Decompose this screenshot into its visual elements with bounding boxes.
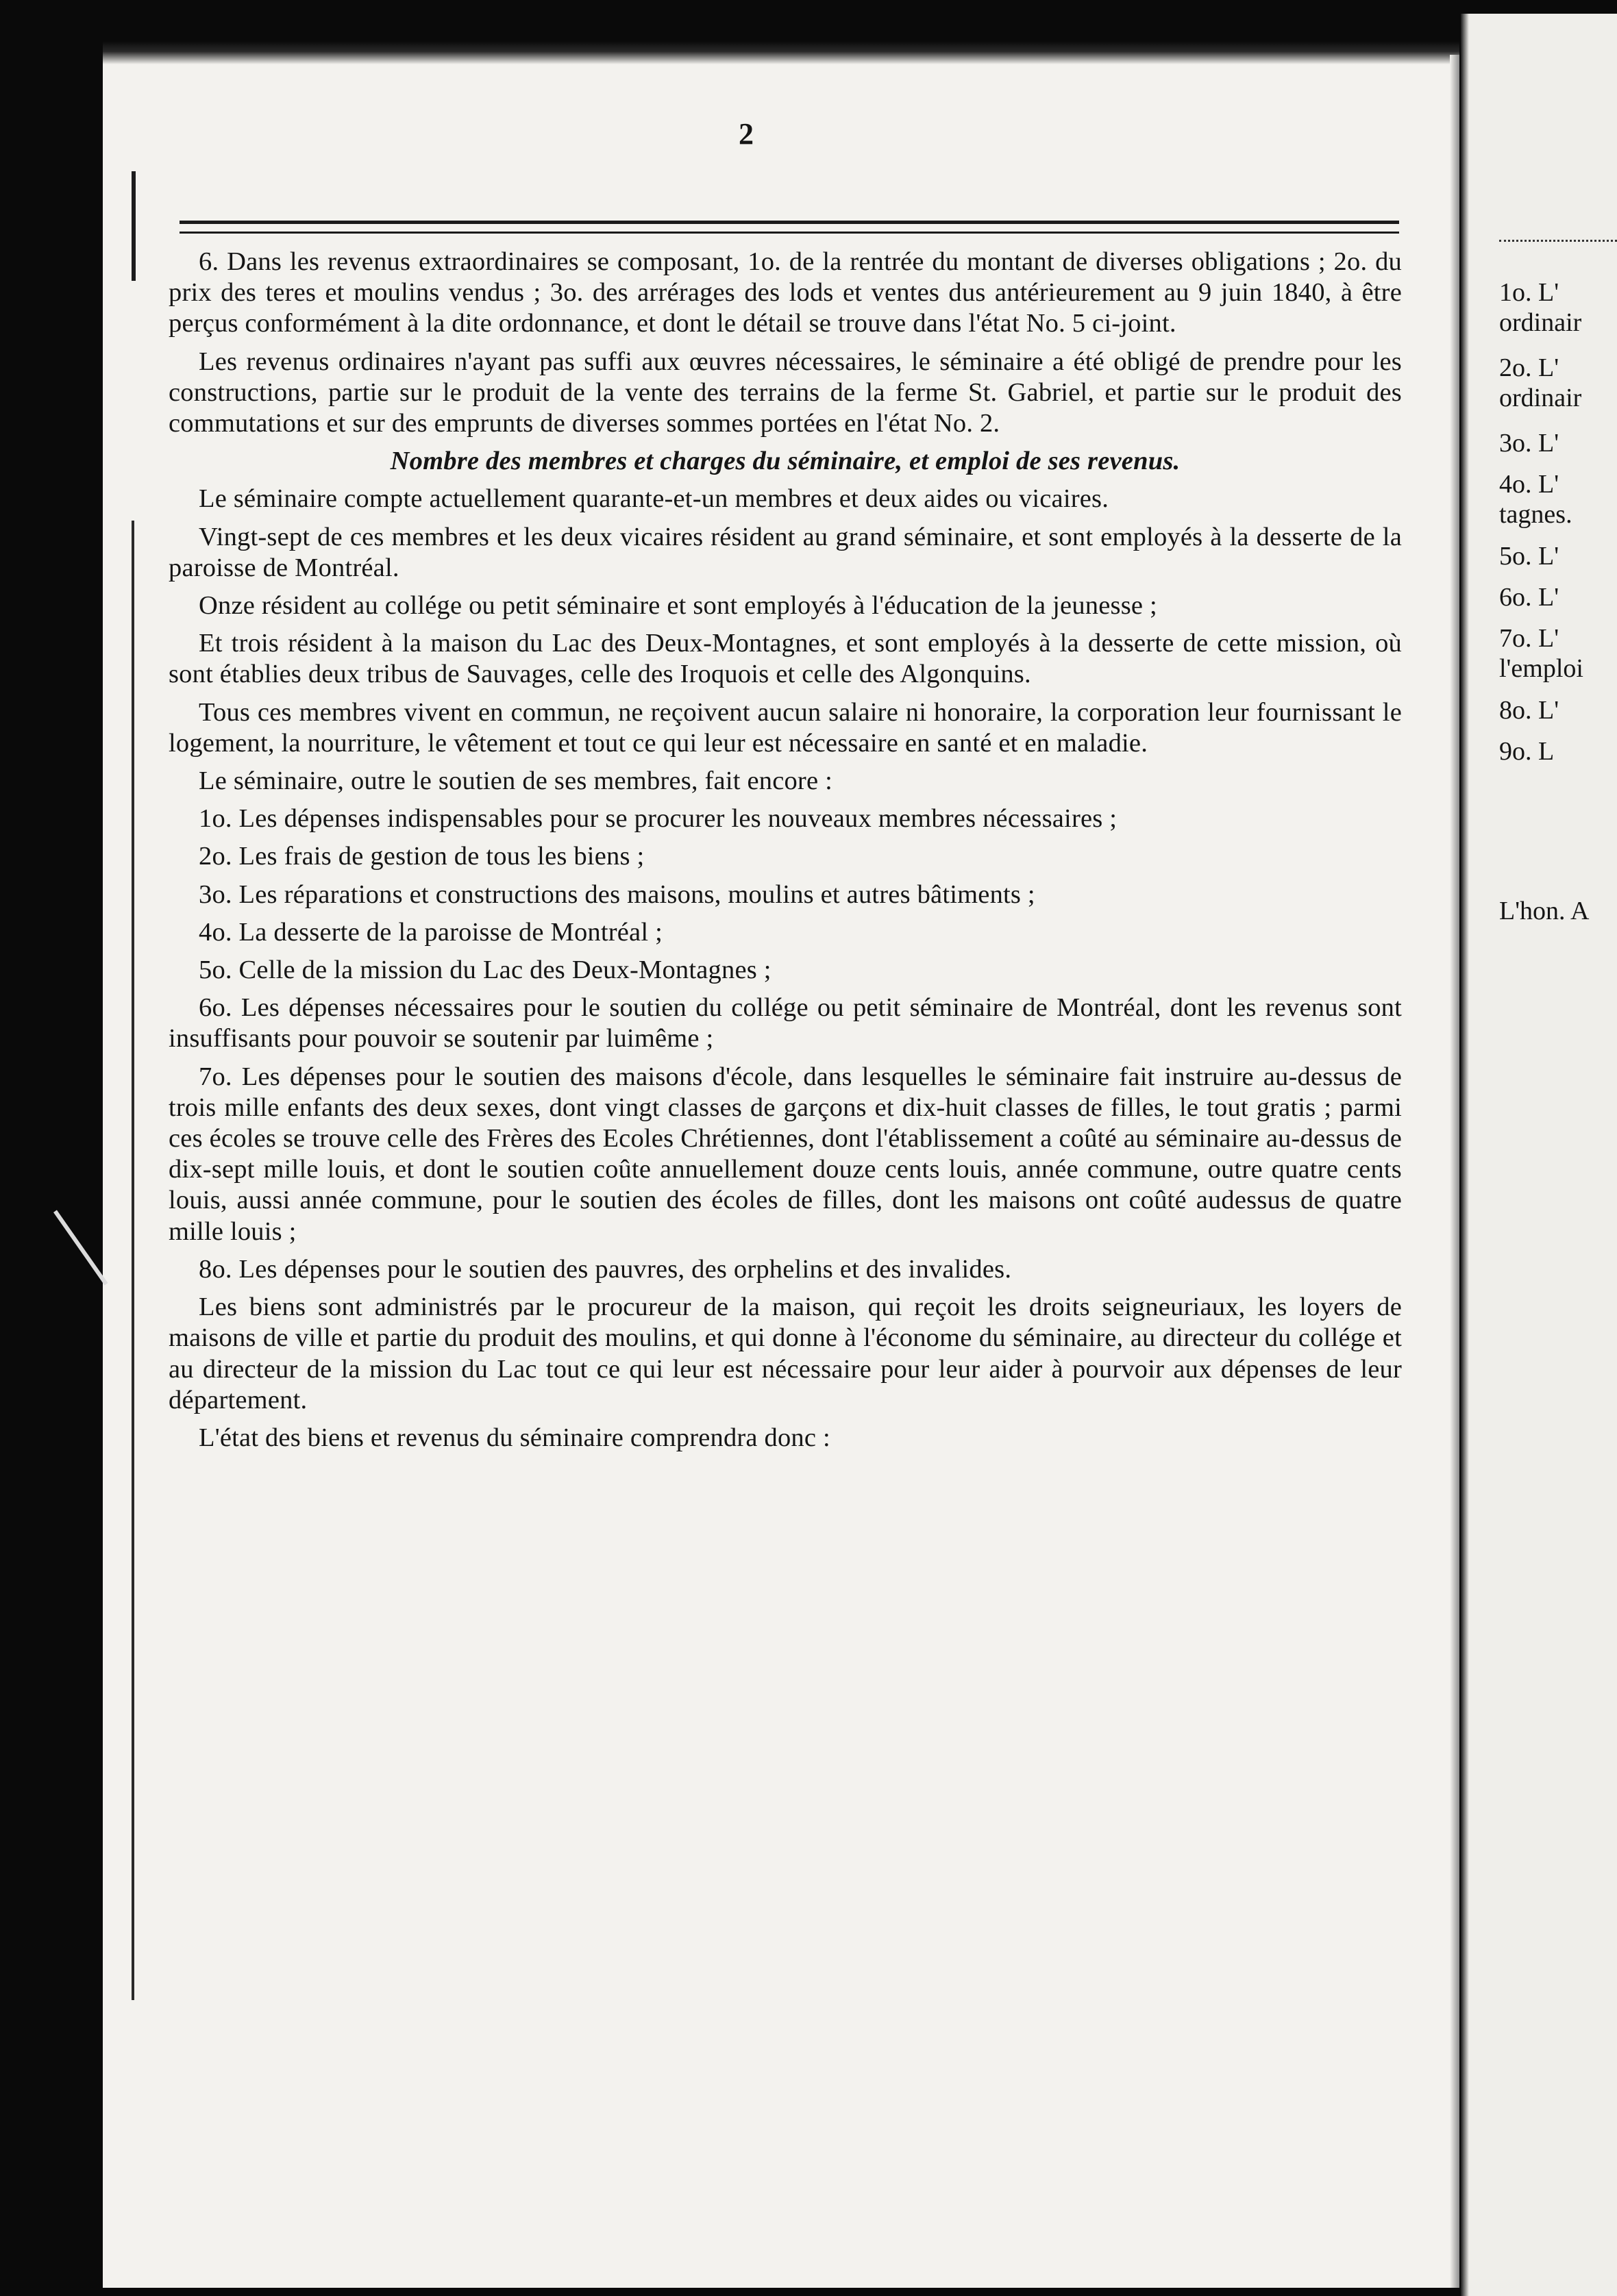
page-top-edge	[103, 41, 1459, 64]
list-item-4: 4o. La desserte de la paroisse de Montréal ;	[199, 917, 663, 947]
list-item-7: 7o. Les dépenses pour le soutien des maisons d'école, dans lesquelles le séminaire fait instruire au-dessus de trois mille enfants des deux sexes, dont vingt classes de garçons et dix-huit classes de filles, le tout gratis ; parmi ces écoles se trouve celle des Frères des Ecoles Chrétiennes, dont l'établissement a coûté au séminaire au-dessus de dix-sept mille louis, et dont le soutien coûte annuellement douze cents louis, année commune, outre quatre cents louis, aussi année commune, pour le soutien des écoles de filles, dont les maisons ont coûté audessus de quatre mille louis ;	[169, 1062, 1402, 1246]
scan-artifact	[53, 1210, 108, 1286]
header-rule-thick	[180, 221, 1399, 224]
paragraph-grand-seminaire: Vingt-sept de ces membres et les deux vicaires résident au grand séminaire, et sont employés à la desserte de la paroisse de Montréal.	[169, 522, 1402, 582]
paragraph-lac-deux-montagnes: Et trois résident à la maison du Lac des Deux-Montagnes, et sont employés à la desserte de cette mission, où sont établies deux tribus de Sauvages, celle des Iroquois et celle des Algonquins.	[169, 629, 1402, 689]
list-item-2: 2o. Les frais de gestion de tous les biens ;	[199, 842, 645, 871]
header-rule-thin	[180, 232, 1399, 234]
facing-line: L'hon. A	[1499, 897, 1590, 925]
facing-line: 5o. L'	[1499, 542, 1559, 571]
facing-page-edge	[1461, 14, 1469, 2296]
facing-line: 4o. L'	[1499, 470, 1559, 499]
list-item-8: 8o. Les dépenses pour le soutien des pauvres, des orphelins et des invalides.	[199, 1254, 1012, 1284]
paragraph-charges-intro: Le séminaire, outre le soutien de ses membres, fait encore :	[199, 766, 832, 796]
facing-line: tagnes.	[1499, 500, 1572, 529]
paragraph-revenus-extraordinaires: 6. Dans les revenus extraordinaires se composant, 1o. de la rentrée du montant de diverses obligations ; 2o. du prix des teres et moulins vendus ; 3o. des arrérages des lods et ventes dus antérieurement au 9 juin 1840, à être perçus conformément à la dite ordonnance, et dont le détail se trouve dans l'état No. 5 ci-joint.	[169, 247, 1402, 338]
list-item-5: 5o. Celle de la mission du Lac des Deux-Montagnes ;	[199, 956, 772, 985]
paragraph-revenus-ordinaires: Les revenus ordinaires n'ayant pas suffi aux œuvres nécessaires, le séminaire a été obligé de prendre pour les constructions, partie sur le produit de la vente des terrains de la ferme St. Gabriel, et partie sur le produit des commutations et sur des emprunts de diverses sommes portées en l'état No. 2.	[169, 347, 1402, 438]
facing-line: 1o. L'	[1499, 278, 1559, 307]
facing-line: 8o. L'	[1499, 696, 1559, 725]
facing-line: 7o. L'	[1499, 624, 1559, 653]
list-item-1: 1o. Les dépenses indispensables pour se procurer les nouveaux membres nécessaires ;	[199, 804, 1118, 834]
paragraph-college: Onze résident au collége ou petit séminaire et sont employés à l'éducation de la jeunesse ;	[199, 591, 1157, 621]
facing-line: 2o. L'	[1499, 353, 1559, 382]
margin-mark	[132, 171, 136, 281]
facing-line: ordinair	[1499, 308, 1582, 337]
list-item-3: 3o. Les réparations et constructions des maisons, moulins et autres bâtiments ;	[199, 879, 1035, 909]
body-text	[169, 247, 1402, 1460]
section-heading: Nombre des membres et charges du séminaire, et emploi de ses revenus.	[390, 447, 1181, 476]
paragraph-conclusion: L'état des biens et revenus du séminaire comprendra donc :	[199, 1423, 830, 1452]
facing-line: ordinair	[1499, 384, 1582, 412]
facing-line: 3o. L'	[1499, 429, 1559, 458]
facing-line: 6o. L'	[1499, 583, 1559, 612]
paragraph-administration: Les biens sont administrés par le procureur de la maison, qui reçoit les droits seigneuriaux, les loyers de maisons de ville et partie du produit des moulins, et qui donne à l'économe du séminaire, au directeur du collége et au directeur de la mission du Lac tout ce qui leur est nécessaire pour leur aider à pourvoir aux dépenses de leur département.	[169, 1293, 1402, 1414]
facing-page	[1461, 14, 1617, 2296]
page-fold-shadow	[1450, 55, 1459, 2288]
margin-line	[132, 521, 134, 2000]
paragraph-membres: Le séminaire compte actuellement quarante-et-un membres et deux aides ou vicaires.	[199, 484, 1109, 514]
page-number: 2	[739, 117, 754, 151]
list-item-6: 6o. Les dépenses nécessaires pour le soutien du collége ou petit séminaire de Montréal, dont les revenus sont insuffisants pour pouvoir se soutenir par luimême ;	[169, 993, 1402, 1053]
facing-line: 9o. L	[1499, 737, 1555, 766]
facing-line: l'emploi	[1499, 654, 1583, 683]
facing-header-rule	[1499, 240, 1617, 245]
paragraph-vie-commune: Tous ces membres vivent en commun, ne reçoivent aucun salaire ni honoraire, la corporation leur fournissant le logement, la nourriture, le vêtement et tout ce qui leur est nécessaire en santé et en maladie.	[169, 697, 1402, 758]
